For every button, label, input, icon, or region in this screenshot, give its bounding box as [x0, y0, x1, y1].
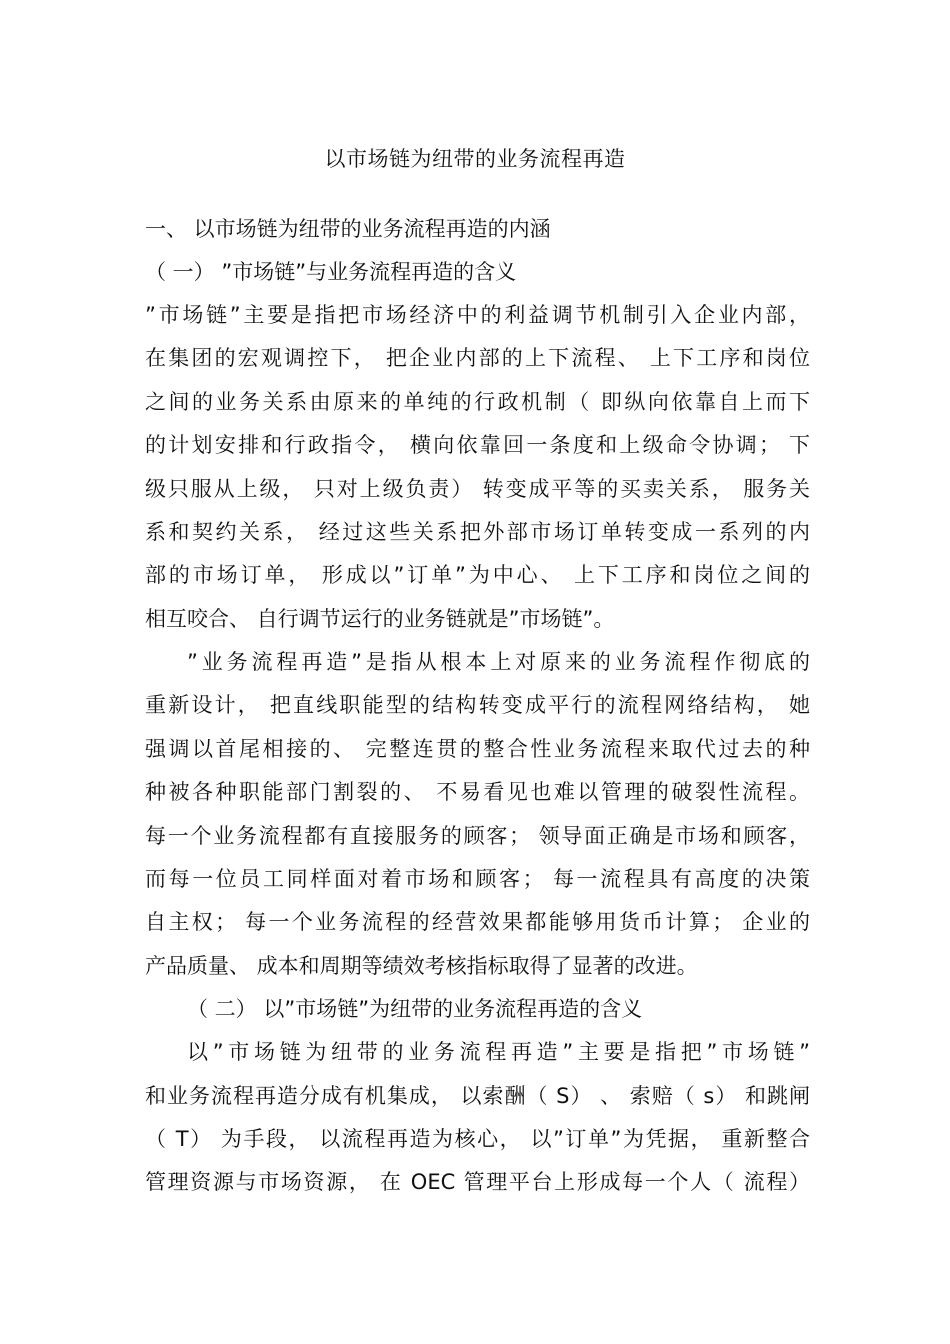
paragraph-line: 之间的业务关系由原来的单纯的行政机制（ 即纵向依靠自上而下: [145, 390, 810, 414]
paragraph-line: 自主权； 每一个业务流程的经营效果都能够用货币计算； 企业的: [145, 910, 810, 934]
section-heading-1: 一、 以市场链为纽带的业务流程再造的内涵: [145, 217, 551, 241]
paragraph-line: 部的市场订单， 形成以”订单”为中心、 上下工序和岗位之间的: [145, 563, 810, 587]
paragraph-line: 管理资源与市场资源， 在 OEC 管理平台上形成每一个人（ 流程）: [145, 1170, 810, 1194]
paragraph-line: 在集团的宏观调控下， 把企业内部的上下流程、 上下工序和岗位: [145, 346, 810, 370]
paragraph-line: （ T） 为手段， 以流程再造为核心， 以”订单”为凭据， 重新整合: [145, 1127, 810, 1151]
paragraph-line: 产品质量、 成本和周期等绩效考核指标取得了显著的改进。: [145, 954, 698, 978]
subsection-heading-1: （ 一） ”市场链”与业务流程再造的含义: [145, 260, 517, 284]
paragraph-line: 种被各种职能部门割裂的、 不易看见也难以管理的破裂性流程。: [145, 780, 810, 804]
paragraph-line: 而每一位员工同样面对着市场和顾客； 每一流程具有高度的决策: [145, 867, 810, 891]
subsection-heading-2: （ 二） 以”市场链”为纽带的业务流程再造的含义: [187, 997, 643, 1021]
paragraph-line: ”业务流程再造”是指从根本上对原来的业务流程作彻底的: [187, 650, 810, 674]
paragraph-line: 相互咬合、 自行调节运行的业务链就是”市场链”。: [145, 607, 615, 631]
paragraph-line: 每一个业务流程都有直接服务的顾客； 领导面正确是市场和顾客，: [145, 824, 810, 848]
paragraph-line: ”市场链”主要是指把市场经济中的利益调节机制引入企业内部，: [145, 303, 810, 327]
paragraph-line: 以”市场链为纽带的业务流程再造”主要是指把”市场链”: [187, 1040, 810, 1064]
paragraph-line: 强调以首尾相接的、 完整连贯的整合性业务流程来取代过去的种: [145, 737, 810, 761]
document-title: 以市场链为纽带的业务流程再造: [324, 147, 626, 171]
paragraph-line: 系和契约关系， 经过这些关系把外部市场订单转变成一系列的内: [145, 520, 810, 544]
paragraph-line: 级只服从上级， 只对上级负责） 转变成平等的买卖关系， 服务关: [145, 477, 810, 501]
paragraph-line: 和业务流程再造分成有机集成， 以索酬（ S） 、 索赔（ s） 和跳闸: [145, 1084, 810, 1108]
paragraph-line: 的计划安排和行政指令， 横向依靠回一条度和上级命令协调； 下: [145, 433, 810, 457]
paragraph-line: 重新设计， 把直线职能型的结构转变成平行的流程网络结构， 她: [145, 693, 810, 717]
